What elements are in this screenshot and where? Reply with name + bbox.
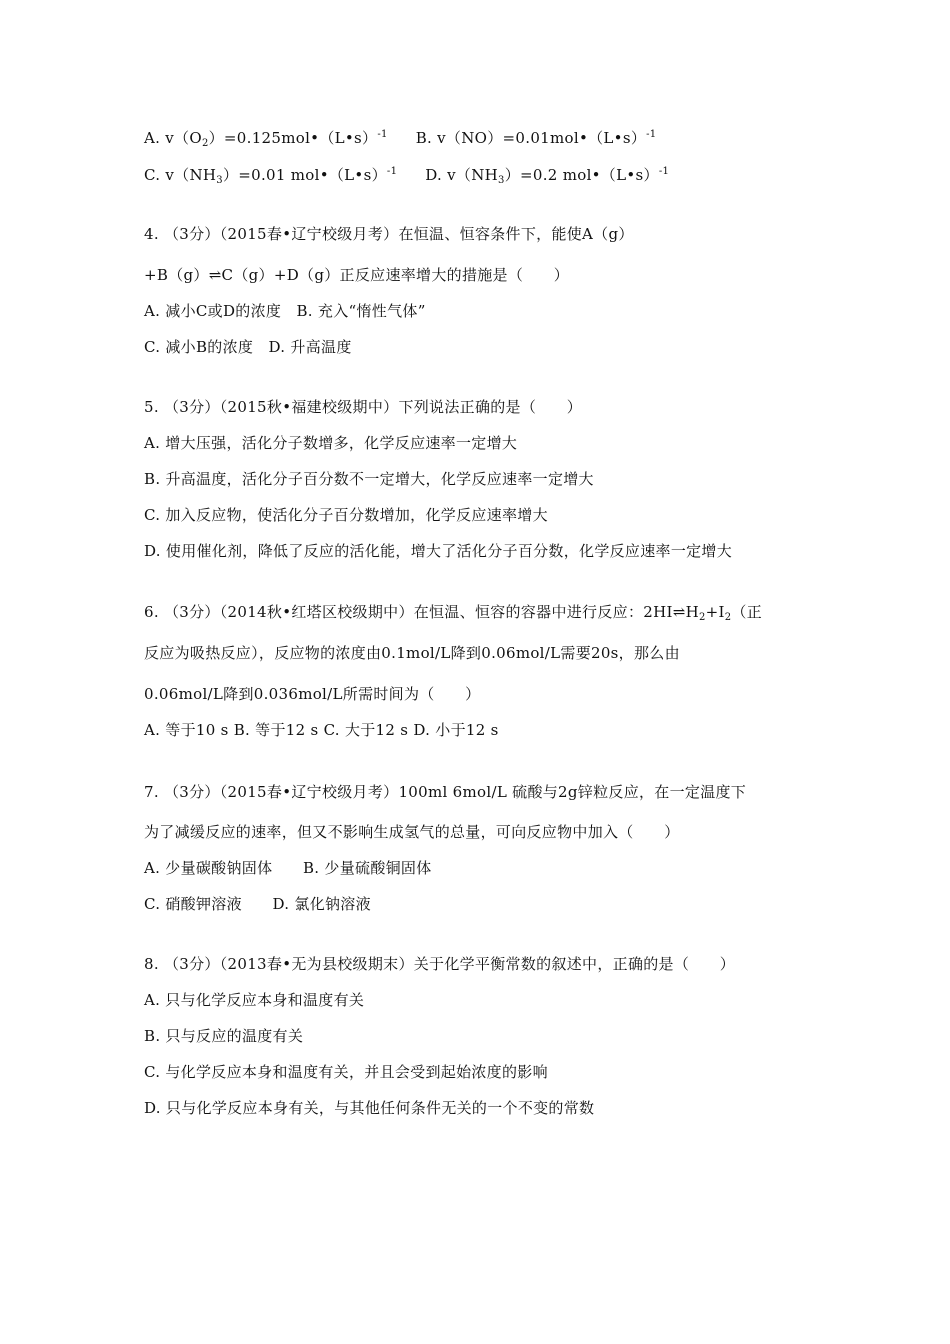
q6-stem-line-1: 6. （3分）（2014秋•红塔区校级期中）在恒温、恒容的容器中进行反应：$2HI\rightleftharpoons H_2+I_2$（正 (144, 603, 762, 623)
q4-options-row-2: C. 减小B的浓度 D. 升高温度 (144, 338, 352, 356)
q5-option-c: C. 加入反应物，使活化分子百分数增加，化学反应速率增大 (144, 506, 548, 524)
q4-options-row-1: A. 减小C或D的浓度 B. 充入“惰性气体” (144, 302, 426, 320)
q3-option-a: A. $v(O_2)=0.125mol•(L•s)^{-1}$ (144, 129, 388, 149)
q5-option-a: A. 增大压强，活化分子数增多，化学反应速率一定增大 (144, 434, 518, 452)
q3-option-d: D. $v(NH_3)=0.2$ mol•（L•s）$^{-1}$ (425, 166, 670, 186)
q5-stem: 5. （3分）（2015秋•福建校级期中）下列说法正确的是（ ） (144, 398, 583, 416)
q7-options-row-2: C. 硝酸钾溶液 D. 氯化钠溶液 (144, 895, 371, 913)
q4-stem-line-1: 4. （3分）（2015春•辽宁校级月考）在恒温、恒容条件下，能使A（g） (144, 225, 634, 243)
q7-stem-line-2: 为了减缓反应的速率，但又不影响生成氢气的总量，可向反应物中加入（ ） (144, 823, 680, 841)
q8-stem: 8. （3分）（2013春•无为县校级期末）关于化学平衡常数的叙述中，正确的是（ ） (144, 955, 736, 973)
q8-option-b: B. 只与反应的温度有关 (144, 1027, 304, 1045)
q5-option-b: B. 升高温度，活化分子百分数不一定增大，化学反应速率一定增大 (144, 470, 594, 488)
q6-options: A. 等于10 s B. 等于12 s C. 大于12 s D. 小于12 s (144, 721, 499, 739)
q6-stem-line-3: 0.06mol/L降到0.036mol/L所需时间为（ ） (144, 685, 481, 703)
q3-options-row-2 (144, 162, 669, 191)
q8-option-c: C. 与化学反应本身和温度有关，并且会受到起始浓度的影响 (144, 1063, 548, 1081)
q7-stem-line-1: 7. （3分）（2015春•辽宁校级月考）100ml 6mol/L 硫酸与2g锌粒反应，在一定温度下 (144, 783, 747, 801)
q8-option-a: A. 只与化学反应本身和温度有关 (144, 991, 365, 1009)
q4-stem-line-2: +B（g）⇌C（g）+D（g）正反应速率增大的措施是（ ） (144, 266, 570, 284)
q7-options-row-1: A. 少量碳酸钠固体 B. 少量硫酸铜固体 (144, 859, 432, 877)
q5-option-d: D. 使用催化剂，降低了反应的活化能，增大了活化分子百分数，化学反应速率一定增大 (144, 542, 733, 560)
q8-option-d: D. 只与化学反应本身有关，与其他任何条件无关的一个不变的常数 (144, 1099, 595, 1117)
q3-options-row-1 (144, 125, 656, 154)
q3-option-c: C. $v(NH_3)=0.01$ mol•（L•s）$^{-1}$ (144, 166, 398, 186)
q6-stem-line-2: 反应为吸热反应），反应物的浓度由0.1mol/L降到0.06mol/L需要20s，那么由 (144, 644, 680, 662)
q3-option-b: B. v（NO）=0.01mol•（L•s）$^{-1}$ (415, 129, 657, 147)
